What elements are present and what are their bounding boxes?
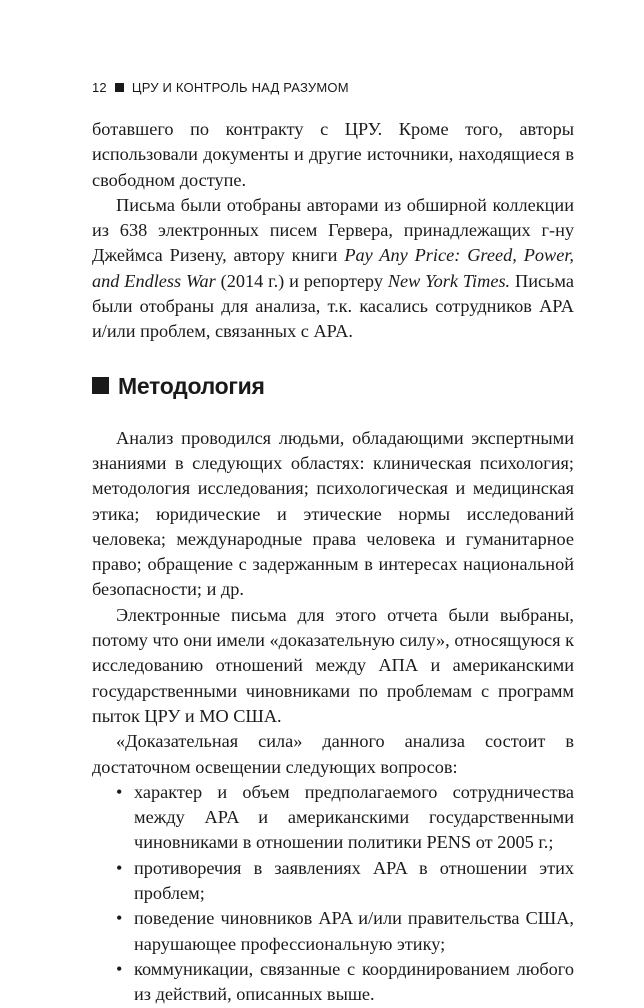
header-square-icon bbox=[115, 83, 124, 92]
paragraph-text: Письма были отобраны для анализа, т.к. касались сотрудников APA и/или проблем, связанных с APA. bbox=[92, 270, 574, 342]
running-title: ЦРУ И КОНТРОЛЬ НАД РАЗУМОМ bbox=[131, 80, 349, 95]
section-heading-text: Методология bbox=[118, 372, 265, 399]
heading-square-icon bbox=[92, 377, 109, 394]
paragraph-continued: ботавшего по контракту с ЦРУ. Кроме того, авторы использовали документы и другие источники, находящиеся в свободном доступе. bbox=[92, 119, 574, 190]
page-number: 12 bbox=[92, 80, 107, 95]
book-title: Pay Any Price: Greed, Power, and Endless War bbox=[92, 245, 574, 291]
bullet-item: • поведение чиновников APA и/или правительства США, нарушающее профессиональную этику; bbox=[116, 906, 574, 957]
paragraph-evidence: «Доказательная сила» данного анализа состоит в достаточном освещении следующих вопросов: bbox=[92, 731, 574, 777]
paragraph-emails: Электронные письма для этого отчета были выбраны, потому что они имели «доказательную силу», относящуюся к исследованию отношений между АПА и американскими государственными чиновниками по проблемам с программ пыток ЦРУ и МО США. bbox=[92, 604, 574, 726]
bullet-item: • противоречия в заявлениях APA в отношении этих проблем; bbox=[116, 856, 574, 907]
page-body bbox=[92, 117, 574, 1008]
bullet-item: • характер и объем предполагаемого сотрудничества между APA и американскими государственными чиновниками в отношении политики PENS от 2005 г.; bbox=[116, 780, 574, 856]
newspaper-title: New York Times. bbox=[387, 270, 511, 291]
paragraph-letters-source bbox=[92, 193, 574, 345]
section-heading bbox=[92, 372, 574, 400]
paragraph-text: (2014 г.) и репортеру bbox=[215, 270, 388, 291]
bullet-list bbox=[92, 780, 574, 1008]
running-header bbox=[92, 80, 349, 95]
paragraph-text: Письма были отобраны авторами из обширной коллекции из 638 электронных писем Гервера, принадлежащих г-ну Джеймса Ризену, автору книги bbox=[92, 194, 574, 266]
paragraph-analysis: Анализ проводился людьми, обладающими экспертными знаниями в следующих областях: клиническая психология; методология исследования; психологическая и медицинская этика; юридические и этические нормы исследований человека; международные права человека и гуманитарное право; обращение с задержанным в интересах национальной безопасности; и др. bbox=[92, 427, 574, 600]
bullet-item: • коммуникации, связанные с координированием любого из действий, описанных выше. bbox=[116, 957, 574, 1008]
